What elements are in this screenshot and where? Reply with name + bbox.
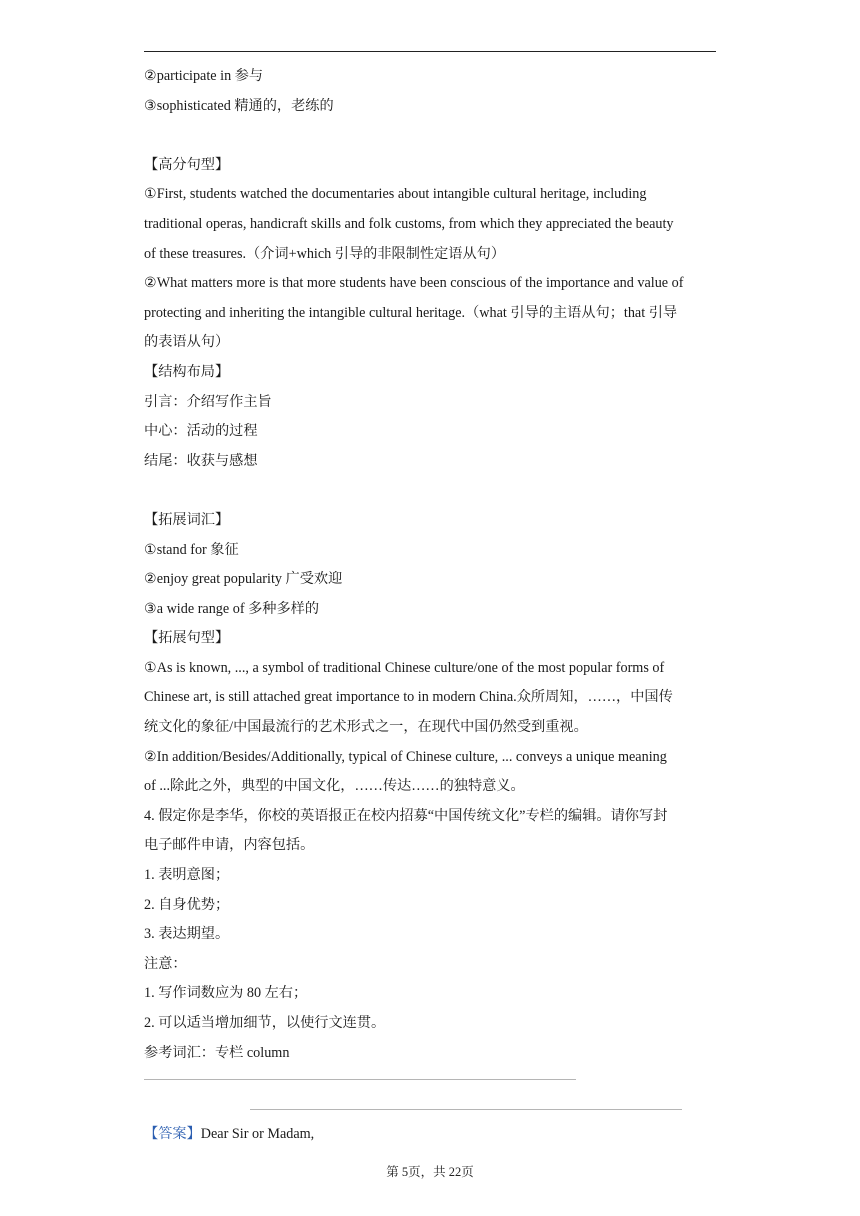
- section-heading: 【拓展词汇】: [144, 511, 230, 528]
- page-footer: 第 5页，共 22页: [386, 1165, 474, 1179]
- answer-block: [144, 1120, 314, 1150]
- text-line: ③a wide range of 多种多样的: [144, 600, 320, 617]
- text-line: 中心：活动的过程: [144, 423, 258, 440]
- text-line: protecting and inheriting the intangible cultural heritage.（what 引导的主语从句；that 引导: [144, 304, 678, 321]
- blank-line: [144, 121, 718, 151]
- answer-text: Dear Sir or Madam,: [200, 1126, 315, 1142]
- answer-line-1: [144, 1079, 576, 1080]
- text-line: 1. 表明意图；: [144, 867, 230, 884]
- text-line: 3. 表达期望。: [144, 926, 230, 943]
- answer-tag: 【答案】: [144, 1126, 201, 1142]
- text-line: ③sophisticated 精通的，老练的: [144, 97, 334, 114]
- text-line: traditional operas, handicraft skills and folk customs, from which they appreciated the beauty: [144, 215, 674, 232]
- section-heading: 【高分句型】: [144, 156, 230, 173]
- text-line: of these treasures.（介词+which 引导的非限制性定语从句）: [144, 245, 506, 262]
- text-line: 2. 可以适当增加细节，以使行文连贯。: [144, 1015, 386, 1031]
- text-line: ②What matters more is that more students have been conscious of the importance and value of: [144, 275, 684, 292]
- text-line: ②enjoy great popularity 广受欢迎: [144, 571, 343, 588]
- text-line: 注意：: [144, 955, 187, 972]
- text-line: 统文化的象征/中国最流行的艺术形式之一，在现代中国仍然受到重视。: [144, 719, 588, 736]
- text-line: ①As is known, ..., a symbol of traditional Chinese culture/one of the most popular forms of: [144, 659, 665, 676]
- text-line: 2. 自身优势；: [144, 896, 230, 913]
- document-body: [144, 62, 718, 1068]
- section-heading: 【结构布局】: [144, 363, 230, 380]
- answer-line-2: [250, 1109, 682, 1110]
- text-line: 的表语从句）: [144, 334, 230, 351]
- text-line: ①stand for 象征: [144, 541, 239, 558]
- question-text: 电子邮件申请，内容包括。: [144, 837, 315, 854]
- blank-line: [144, 476, 718, 506]
- text-line: 1. 写作词数应为 80 左右；: [144, 985, 308, 1002]
- text-line: ②In addition/Besides/Additionally, typical of Chinese culture, ... conveys a unique meaning: [144, 748, 667, 765]
- question-text: 4. 假定你是李华，你校的英语报正在校内招募“中国传统文化”专栏的编辑。请你写封: [144, 807, 668, 824]
- text-line: 结尾：收获与感想: [144, 452, 258, 469]
- header-rule: [144, 51, 716, 52]
- text-line: ①First, students watched the documentaries about intangible cultural heritage, including: [144, 186, 647, 203]
- text-line: Chinese art, is still attached great importance to in modern China.众所周知，……，中国传: [144, 689, 673, 706]
- section-heading: 【拓展句型】: [144, 630, 230, 647]
- text-line: 引言：介绍写作主旨: [144, 393, 272, 410]
- text-line: 参考词汇：专栏 column: [144, 1044, 290, 1061]
- text-line: ②participate in 参与: [144, 68, 264, 84]
- text-line: of ...除此之外，典型的中国文化，……传达……的独特意义。: [144, 778, 525, 795]
